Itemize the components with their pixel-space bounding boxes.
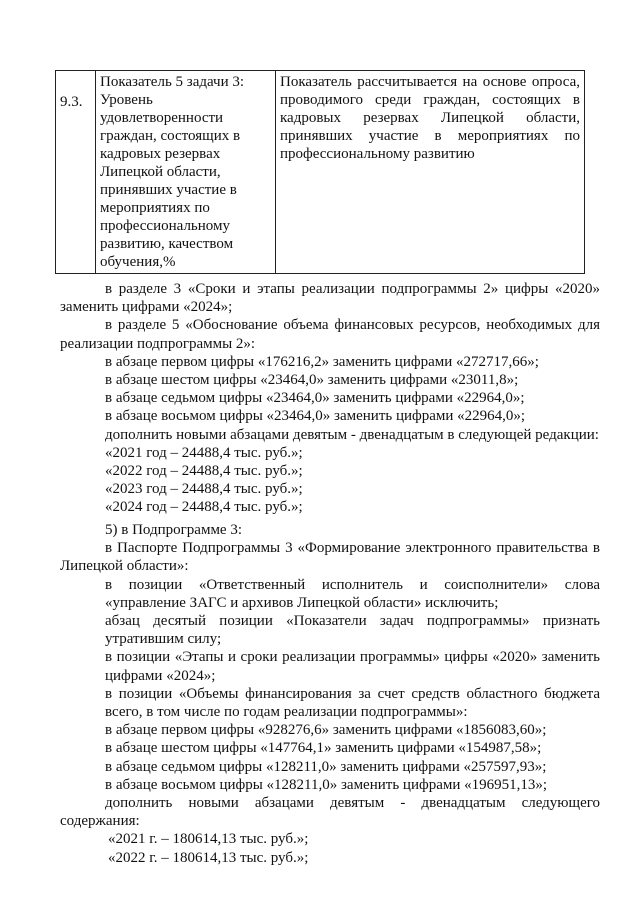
paragraph: в позиции «Объемы финансирования за счет средств областного бюджета всего, в том числе по годам реализации подпрограммы»: — [105, 685, 600, 721]
paragraph: в абзаце восьмом цифры «128211,0» заменить цифрами «196951,13»; — [105, 776, 548, 793]
paragraph: 5) в Подпрограмме 3: — [105, 522, 243, 538]
paragraph: в Паспорте Подпрограммы 3 «Формирование электронного правительства в Липецкой области»: — [60, 540, 600, 575]
paragraph: в разделе 5 «Обоснование объема финансовых ресурсов, необходимых для реализации подпрограммы 2»: — [60, 317, 600, 352]
paragraph: в абзаце первом цифры «176216,2» заменить цифрами «272717,66»; — [105, 353, 539, 370]
paragraph: в абзаце первом цифры «928276,6» заменить цифрами «1856083,60»; — [105, 722, 547, 739]
paragraph: дополнить новыми абзацами девятым - двенадцатым в следующей редакции: — [105, 426, 599, 443]
indicator-method: Показатель рассчитывается на основе опроса, проводимого среди граждан, состоящих в кадровых резервах Липецкой области, принявших участие в мероприятиях по профессиональному развитию — [276, 71, 585, 274]
paragraph: «2021 г. – 180614,13 тыс. руб.»; — [108, 831, 309, 848]
paragraph: «2022 год – 24488,4 тыс. руб.»; — [105, 463, 303, 480]
paragraph: «2022 г. – 180614,13 тыс. руб.»; — [108, 849, 309, 866]
paragraph: в абзаце седьмом цифры «128211,0» заменить цифрами «257597,93»; — [105, 758, 547, 775]
paragraph: «2023 год – 24488,4 тыс. руб.»; — [105, 481, 303, 498]
indicator-table — [55, 70, 585, 274]
paragraph: в позиции «Этапы и сроки реализации программы» цифры «2020» заменить цифрами «2024»; — [105, 649, 600, 684]
paragraph: в абзаце восьмом цифры «23464,0» заменить цифрами «22964,0»; — [105, 408, 526, 425]
paragraph: в абзаце седьмом цифры «23464,0» заменить цифрами «22964,0»; — [105, 390, 525, 407]
row-number: 9.3. — [56, 71, 96, 274]
paragraph: дополнить новыми абзацами девятым - двенадцатым следующего содержания: — [60, 795, 600, 830]
paragraph: абзац десятый позиции «Показатели задач подпрограммы» признать утратившим силу; — [105, 613, 600, 648]
table-row — [56, 71, 585, 274]
paragraph: в абзаце шестом цифры «147764,1» заменить цифрами «154987,58»; — [105, 740, 542, 757]
paragraph: в разделе 3 «Сроки и этапы реализации подпрограммы 2» цифры «2020» заменить цифрами «2024»; — [60, 281, 600, 316]
paragraph: «2021 год – 24488,4 тыс. руб.»; — [105, 444, 303, 461]
amendment-text-subprogram-2 — [60, 280, 600, 517]
paragraph: в абзаце шестом цифры «23464,0» заменить цифрами «23011,8»; — [105, 372, 519, 389]
paragraph: «2024 год – 24488,4 тыс. руб.»; — [105, 499, 303, 516]
paragraph: в позиции «Ответственный исполнитель и соисполнители» слова «управление ЗАГС и архивов Липецкой области» исключить; — [105, 576, 600, 611]
indicator-name: Показатель 5 задачи 3: Уровень удовлетворенности граждан, состоящих в кадровых резервах Липецкой области, принявших участие в мероприятиях по профессиональному развитию, качеством обучения,% — [96, 71, 276, 274]
amendment-text-subprogram-3 — [60, 521, 600, 867]
